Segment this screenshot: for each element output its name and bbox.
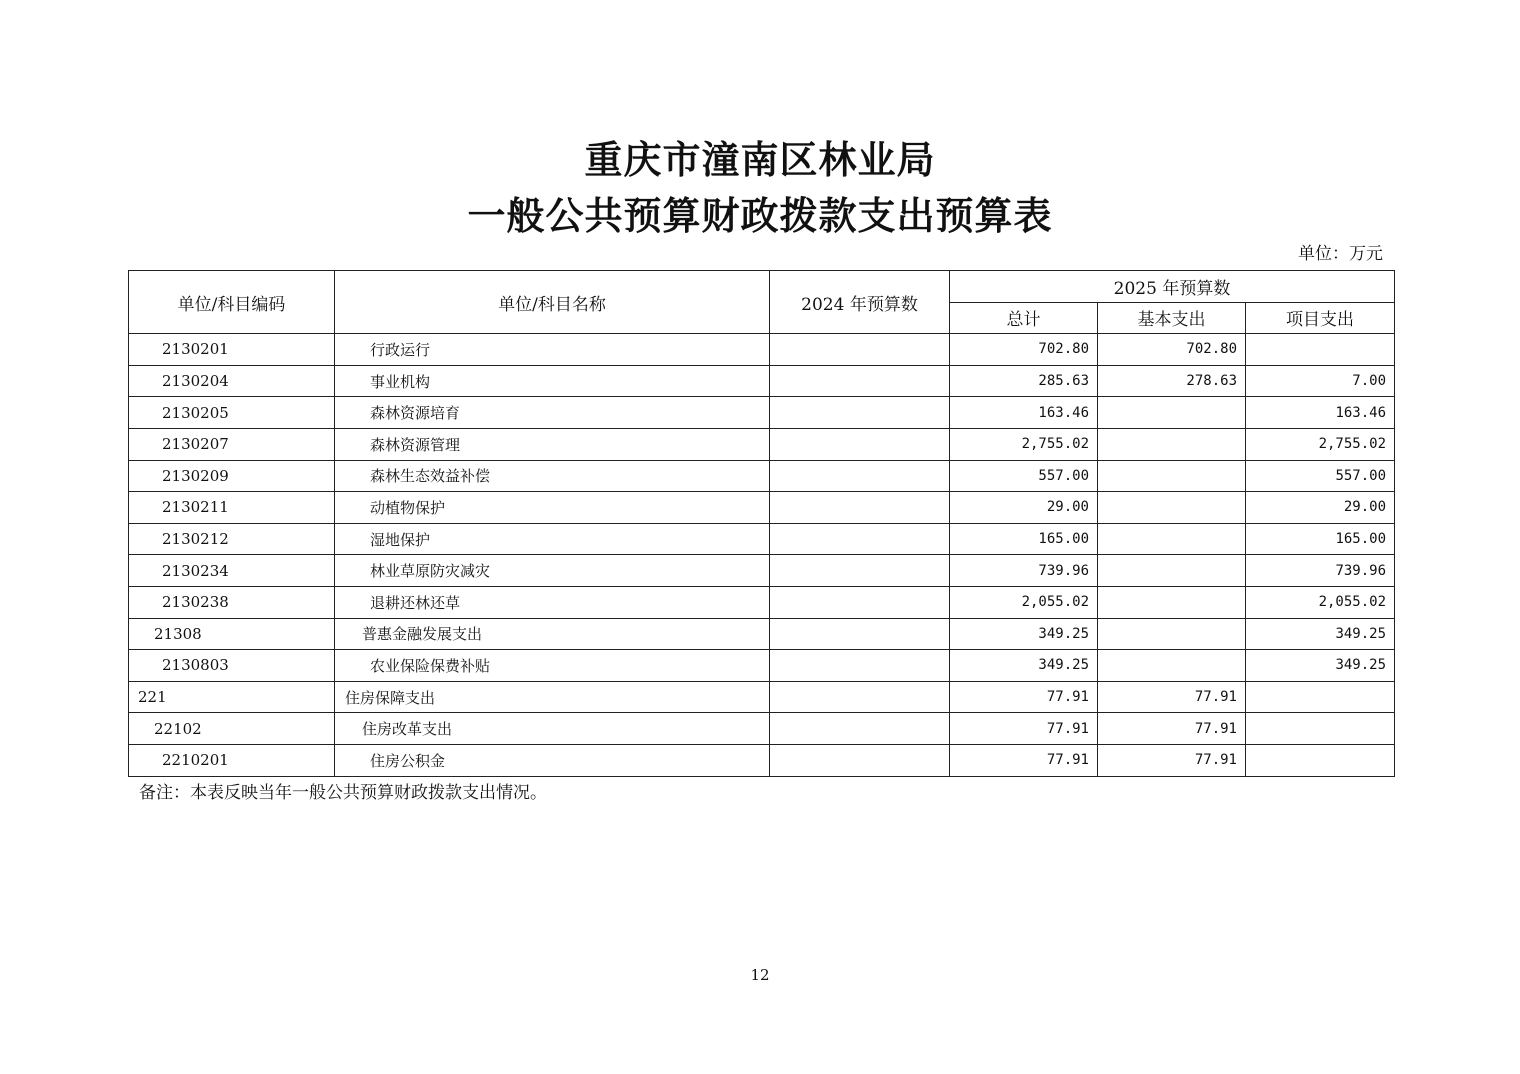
row-total: 163.46: [950, 397, 1098, 429]
table-row: [129, 428, 1395, 460]
row-name: 普惠金融发展支出: [335, 618, 770, 650]
row-code: 22102: [129, 713, 335, 745]
row-name: 退耕还林还草: [335, 586, 770, 618]
row-basic: 278.63: [1098, 365, 1246, 397]
row-name: 森林生态效益补偿: [335, 460, 770, 492]
row-project: 349.25: [1246, 618, 1395, 650]
row-project: [1246, 744, 1395, 776]
row-code: 2130204: [129, 365, 335, 397]
row-basic: 77.91: [1098, 744, 1246, 776]
row-name: 事业机构: [335, 365, 770, 397]
row-basic: [1098, 523, 1246, 555]
row-code: 2130803: [129, 650, 335, 682]
row-code: 2130234: [129, 555, 335, 587]
row-project: 2,755.02: [1246, 428, 1395, 460]
row-basic: [1098, 428, 1246, 460]
table-row: [129, 744, 1395, 776]
row-basic: 77.91: [1098, 713, 1246, 745]
row-name: 林业草原防灾减灾: [335, 555, 770, 587]
row-basic: [1098, 586, 1246, 618]
header-row-1: [129, 271, 1395, 303]
header-name: 单位/科目名称: [335, 271, 770, 334]
row-budget-2024: [770, 460, 950, 492]
unit-label: 单位：万元: [1298, 244, 1383, 264]
row-budget-2024: [770, 334, 950, 366]
row-budget-2024: [770, 523, 950, 555]
row-project: [1246, 334, 1395, 366]
row-name: 住房改革支出: [335, 713, 770, 745]
row-name: 住房保障支出: [335, 681, 770, 713]
row-budget-2024: [770, 428, 950, 460]
row-basic: 77.91: [1098, 681, 1246, 713]
row-basic: [1098, 555, 1246, 587]
row-project: 29.00: [1246, 492, 1395, 524]
row-budget-2024: [770, 586, 950, 618]
row-name: 农业保险保费补贴: [335, 650, 770, 682]
row-basic: [1098, 618, 1246, 650]
row-code: 2130209: [129, 460, 335, 492]
table-row: [129, 555, 1395, 587]
table-row: [129, 365, 1395, 397]
row-total: 29.00: [950, 492, 1098, 524]
row-total: 557.00: [950, 460, 1098, 492]
row-budget-2024: [770, 492, 950, 524]
row-project: 557.00: [1246, 460, 1395, 492]
row-project: 349.25: [1246, 650, 1395, 682]
row-total: 77.91: [950, 744, 1098, 776]
row-project: 7.00: [1246, 365, 1395, 397]
budget-table-body: [129, 334, 1395, 776]
header-code: 单位/科目编码: [129, 271, 335, 334]
row-total: 349.25: [950, 618, 1098, 650]
row-name: 动植物保护: [335, 492, 770, 524]
row-total: 349.25: [950, 650, 1098, 682]
row-budget-2024: [770, 744, 950, 776]
row-code: 2130205: [129, 397, 335, 429]
page-number: 12: [750, 966, 770, 984]
row-project: 2,055.02: [1246, 586, 1395, 618]
table-row: [129, 460, 1395, 492]
budget-table-header: [129, 271, 1395, 334]
row-basic: 702.80: [1098, 334, 1246, 366]
row-code: 221: [129, 681, 335, 713]
row-budget-2024: [770, 555, 950, 587]
table-row: [129, 334, 1395, 366]
row-code: 2130238: [129, 586, 335, 618]
row-total: 702.80: [950, 334, 1098, 366]
header-total: 总计: [950, 302, 1098, 334]
header-budget-2025: 2025 年预算数: [950, 271, 1395, 303]
row-budget-2024: [770, 397, 950, 429]
table-row: [129, 397, 1395, 429]
row-code: 21308: [129, 618, 335, 650]
header-basic: 基本支出: [1098, 302, 1246, 334]
row-code: 2130207: [129, 428, 335, 460]
document-title-line-2: 一般公共预算财政拨款支出预算表: [467, 193, 1053, 238]
row-name: 森林资源培育: [335, 397, 770, 429]
budget-table: [128, 270, 1395, 777]
row-project: 739.96: [1246, 555, 1395, 587]
row-basic: [1098, 397, 1246, 429]
row-budget-2024: [770, 365, 950, 397]
row-name: 住房公积金: [335, 744, 770, 776]
row-budget-2024: [770, 681, 950, 713]
row-code: 2130212: [129, 523, 335, 555]
row-basic: [1098, 650, 1246, 682]
row-budget-2024: [770, 650, 950, 682]
table-row: [129, 650, 1395, 682]
table-row: [129, 618, 1395, 650]
row-budget-2024: [770, 713, 950, 745]
row-code: 2210201: [129, 744, 335, 776]
row-total: 739.96: [950, 555, 1098, 587]
row-total: 77.91: [950, 681, 1098, 713]
table-row: [129, 713, 1395, 745]
row-code: 2130201: [129, 334, 335, 366]
row-project: [1246, 681, 1395, 713]
document-title-line-1: 重庆市潼南区林业局: [584, 137, 936, 182]
table-row: [129, 681, 1395, 713]
row-name: 森林资源管理: [335, 428, 770, 460]
header-project: 项目支出: [1246, 302, 1395, 334]
table-row: [129, 492, 1395, 524]
row-name: 湿地保护: [335, 523, 770, 555]
table-row: [129, 523, 1395, 555]
row-basic: [1098, 460, 1246, 492]
row-basic: [1098, 492, 1246, 524]
header-budget-2024: 2024 年预算数: [770, 271, 950, 334]
row-total: 77.91: [950, 713, 1098, 745]
row-name: 行政运行: [335, 334, 770, 366]
row-budget-2024: [770, 618, 950, 650]
row-total: 2,755.02: [950, 428, 1098, 460]
table-row: [129, 586, 1395, 618]
row-project: 163.46: [1246, 397, 1395, 429]
row-total: 285.63: [950, 365, 1098, 397]
row-project: 165.00: [1246, 523, 1395, 555]
row-project: [1246, 713, 1395, 745]
row-code: 2130211: [129, 492, 335, 524]
table-note: 备注：本表反映当年一般公共预算财政拨款支出情况。: [139, 783, 547, 803]
row-total: 2,055.02: [950, 586, 1098, 618]
row-total: 165.00: [950, 523, 1098, 555]
